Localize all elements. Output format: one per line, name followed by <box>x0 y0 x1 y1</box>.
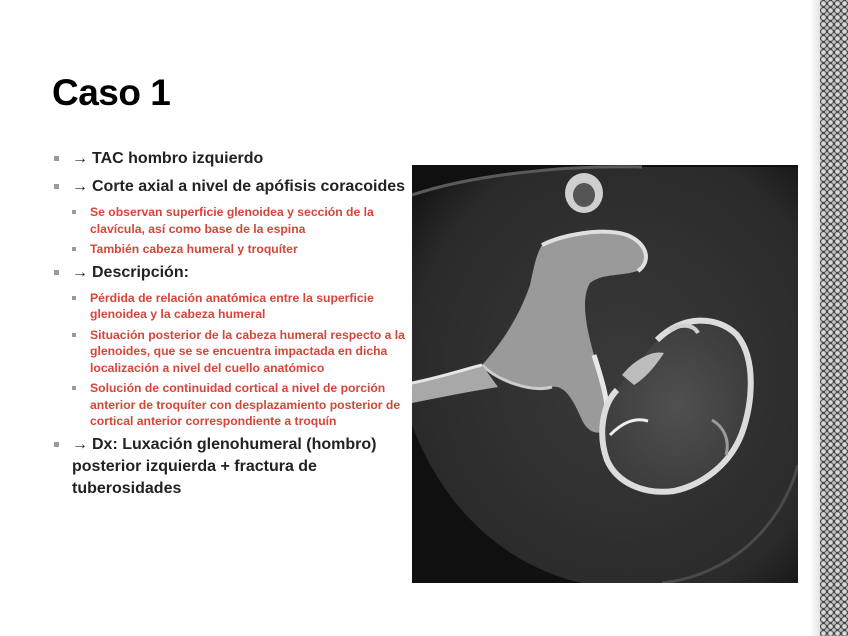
list-item <box>54 434 406 500</box>
bullet-icon <box>72 247 76 251</box>
arrow-icon: → <box>72 178 88 195</box>
decorative-side-stripe <box>820 0 848 636</box>
bullet-icon <box>54 156 59 161</box>
sub-list-item-text: Se observan superficie glenoidea y sección de la clavícula, así como base de la espina <box>90 205 374 236</box>
arrow-icon: → <box>72 263 88 281</box>
sub-list-item-text: Situación posterior de la cabeza humeral respecto a la glenoides, que se se encuentra impactada en dicha localización a nivel del cuello anatómico <box>90 327 405 375</box>
sub-list-item <box>54 241 406 258</box>
slide-title: Caso 1 <box>52 72 171 113</box>
bullet-icon <box>54 270 59 275</box>
ct-scan-image <box>412 165 798 583</box>
bullet-icon <box>72 210 76 214</box>
list-item-text: Dx: Luxación glenohumeral (hombro) posterior izquierda + fractura de tuberosidades <box>72 435 377 497</box>
arrow-icon: → <box>72 435 88 453</box>
list-item <box>54 148 406 170</box>
list-item <box>54 262 406 284</box>
bullet-icon <box>54 184 59 189</box>
list-item <box>54 176 406 198</box>
arrow-icon: → <box>72 150 88 167</box>
sub-list-item <box>54 290 406 323</box>
sub-list-item <box>54 380 406 430</box>
list-item-text: Descripción: <box>92 263 189 281</box>
bullet-list <box>54 148 406 506</box>
sub-list-item-text: Pérdida de relación anatómica entre la superficie glenoidea y la cabeza humeral <box>90 290 374 321</box>
sub-list-item <box>54 327 406 377</box>
list-item-text: Corte axial a nivel de apófisis coracoides <box>92 178 406 195</box>
sub-list-item-text: También cabeza humeral y troquíter <box>90 242 298 256</box>
sub-list-item-text: Solución de continuidad cortical a nivel de porción anterior de troquíter con desplazamiento posterior de cortical anterior correspondiente a troquín <box>90 381 401 428</box>
list-item-text: TAC hombro izquierdo <box>92 150 264 167</box>
bullet-icon <box>72 333 76 337</box>
bullet-icon <box>54 442 59 447</box>
sub-list-item <box>54 204 406 237</box>
bullet-icon <box>72 296 76 300</box>
bullet-icon <box>72 386 76 390</box>
